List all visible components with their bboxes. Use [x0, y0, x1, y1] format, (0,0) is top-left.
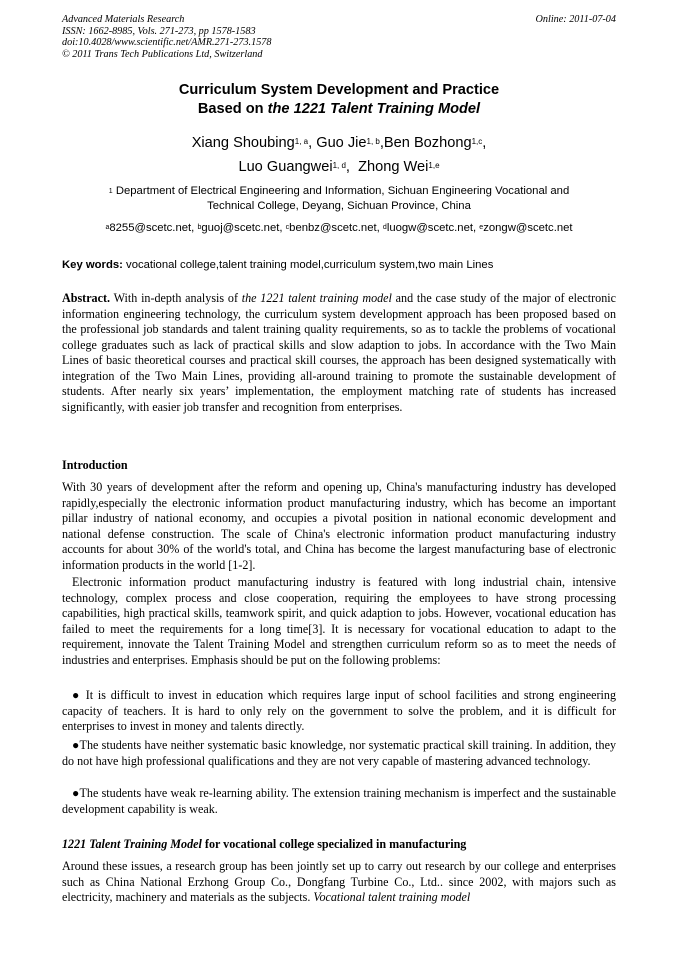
copyright-line: © 2011 Trans Tech Publications Ltd, Switzerland [62, 48, 263, 60]
author-name: Luo Guangwei [238, 159, 333, 175]
email-list [62, 221, 616, 236]
keywords-label: Key words: [62, 259, 123, 271]
email-address[interactable]: luogw@scetc.net, [386, 222, 480, 234]
author-sup: 1,e [428, 161, 440, 170]
author-name: Ben Bozhong [383, 135, 472, 151]
keywords [62, 258, 616, 273]
journal-name: Advanced Materials Research [62, 14, 185, 25]
intro-paragraph-1: With 30 years of development after the reform and opening up, China's manufacturing industry has developed rapidly,especially the electronic information product manufacturing industry, which has become an important pillar industry of national economy, and occupies a pivotal position in national economic development and national defense construction. The scale of China's electronic information product manufacturing industry accounts for about 30% of the world's total, and China has become the largest manufacturing base of electronic information products in the world [1-2]. [62, 480, 616, 572]
abstract [62, 291, 616, 415]
affiliation-line-1 [62, 184, 616, 199]
email-address[interactable]: benbz@scetc.net, [289, 222, 383, 234]
email-address[interactable]: zongw@scetc.net [483, 222, 573, 234]
affiliation-sup: 1 [108, 188, 113, 195]
heading-italic: 1221 Talent Training Model [62, 837, 202, 851]
affiliation-text-1: Department of Electrical Engineering and Information, Sichuan Engineering Vocational and [115, 185, 570, 197]
author-name: Xiang Shoubing [191, 135, 295, 151]
author-sup: 1,c [471, 137, 483, 146]
email-address[interactable]: 8255@scetc.net, [109, 222, 198, 234]
journal-header [62, 14, 616, 60]
abstract-text: With in-depth analysis of [110, 291, 242, 305]
section2-paragraph-1 [62, 859, 616, 906]
title-italic: the 1221 Talent Training Model [267, 101, 481, 117]
title-line-1: Curriculum System Development and Practice [178, 82, 500, 98]
keywords-text: vocational college,talent training model,curriculum system,two main Lines [122, 259, 494, 271]
email-sup: d [382, 224, 387, 231]
affiliation [62, 184, 616, 214]
author-sup: 1, d [332, 161, 346, 170]
email-sup: c [285, 224, 290, 231]
email-sup: a [105, 224, 110, 231]
bullet-item-2: ●The students have neither systematic basic knowledge, nor systematic practical skill training. In addition, they do not have high professional qualifications and they are not very capable of mastering advanced technology. [62, 738, 616, 768]
author-name: Guo Jie [316, 135, 367, 151]
email-address[interactable]: guoj@scetc.net, [201, 222, 286, 234]
heading-rest: for vocational college specialized in manufacturing [201, 837, 467, 851]
bullet-item-3: ●The students have weak re-learning ability. The extension training mechanism is imperfect and the sustainable development capability is weak. [62, 786, 616, 816]
section2-italic: Vocational talent training model [313, 890, 471, 904]
title-line-2 [62, 100, 616, 119]
abstract-label: Abstract. [62, 291, 111, 305]
section2-text: Around these issues, a research group has been jointly set up to carry out research by our college and enterprises such as China National Erzhong Group Co., Dongfang Turbine Co., Ltd.. since 2002, with majors such as electricity, machinery and materials as the subjects. [62, 859, 616, 904]
author-name: Zhong Wei [358, 159, 429, 175]
email-sup: b [197, 224, 202, 231]
issn-line: ISSN: 1662-8985, Vols. 271-273, pp 1578-1583 [62, 25, 256, 37]
email-sup: e [479, 224, 484, 231]
abstract-italic: the 1221 talent training model [241, 291, 392, 305]
title-prefix: Based on [197, 101, 268, 117]
author-sup: 1, b [366, 137, 380, 146]
doi-line: doi:10.4028/www.scientific.net/AMR.271-273.1578 [62, 37, 272, 49]
author-line-1: Xiang Shoubing$^{1, a}$, Guo Jie$^{1, b}$,Ben Bozhong$^{1,c}$, [191, 135, 487, 151]
online-date: Online: 2011-07-04 [535, 14, 616, 25]
paper-title [62, 81, 616, 119]
author-sup: 1, a [294, 137, 309, 146]
section-heading-introduction: Introduction [62, 458, 128, 472]
abstract-text-2: and the case study of the major of electronic information engineering technology, the curriculum system development approach has been proposed based on the professional job standards and talent training quality requirements, so as to tackle the problems of vocational college graduates such as lack of practical skills and slow adaption to jobs. In accordance with the Two Main Lines of basic theoretical courses and practical skill courses, the approach has been designed systematically with integration of the Two Main Lines, providing all-around training to promote the sustainable development of students. After nearly six years’ implementation, the employment matching rate of students has increased significantly, with easier job transfer and recognition from enterprises. [62, 291, 616, 414]
affiliation-line-2: Technical College, Deyang, Sichuan Province, China [207, 200, 471, 212]
author-line-2: Luo Guangwei$^{1, d}$, Zhong Wei$^{1,e}$ [238, 159, 440, 175]
bullet-item-1: ● It is difficult to invest in education which requires large input of school facilities and strong engineering capacity of teachers. It is hard to only rely on the government to solve the problem, and it is difficult for enterprises to invest in money and talents directly. [62, 688, 616, 733]
section-heading-model [62, 837, 616, 852]
intro-paragraph-2: Electronic information product manufacturing industry is featured with long industrial chain, intensive technology, complex process and close cooperation, requiring the employees to have strong processing capabilities, high practical skills, teamwork spirit, and quick adaption to jobs. However, vocational education has failed to meet the requirements for a long time[3]. It is necessary for vocational education to adapt to the requirement, innovate the Talent Training Model and strengthen curriculum reform so as to meet the needs of industries and enterprises. Emphasis should be put on the following problems: [62, 575, 616, 667]
